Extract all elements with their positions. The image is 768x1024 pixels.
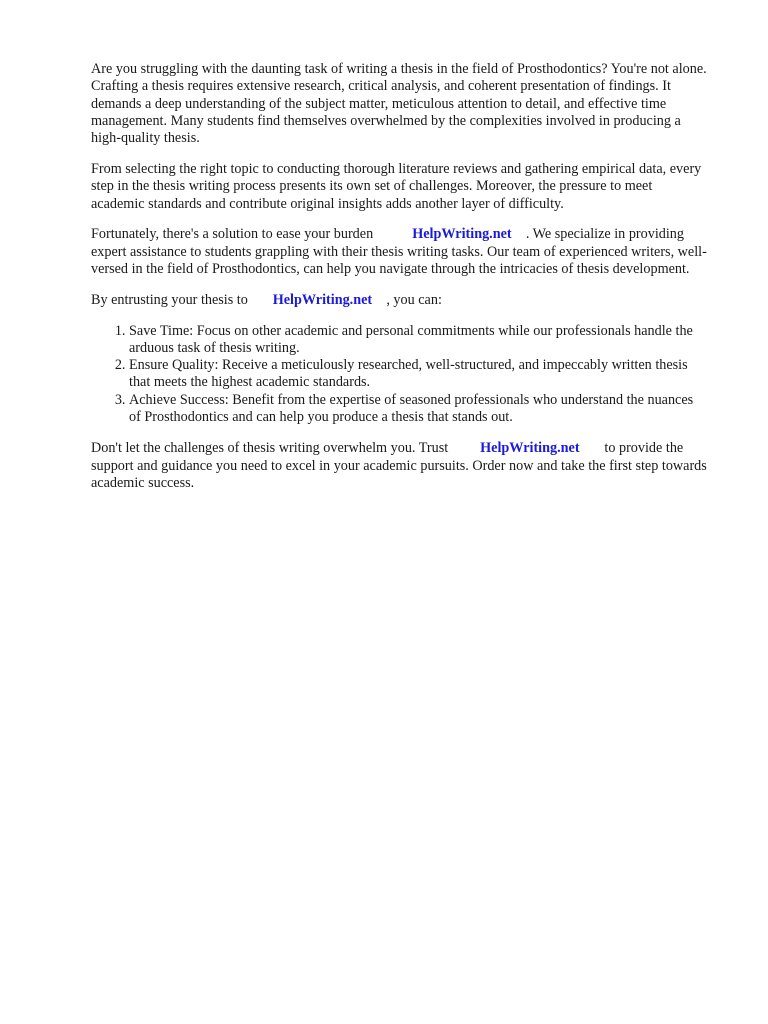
closing-text-before: Don't let the challenges of thesis writing overwhelm you. Trust <box>91 440 449 457</box>
benefits-list <box>91 323 708 427</box>
entrust-paragraph <box>91 292 708 309</box>
list-item: 2. Ensure Quality: Receive a meticulously researched, well-structured, and impeccably written thesis that meets the highest academic standards. <box>129 357 708 392</box>
helpwriting-link-1[interactable]: HelpWriting.net <box>412 226 512 243</box>
list-item: 3. Achieve Success: Benefit from the expertise of seasoned professionals who understand the nuances of Prosthodontics and can help you produce a thesis that stands out. <box>129 392 708 427</box>
solution-text-before: Fortunately, there's a solution to ease your burden <box>91 226 374 243</box>
helpwriting-link-3[interactable]: HelpWriting.net <box>480 440 580 457</box>
closing-text-after: to provide the support and guidance you need to excel in your academic pursuits. Order now and take the first step towards academic success. <box>91 440 707 491</box>
entrust-text-after: , you can: <box>386 291 442 308</box>
intro-paragraph: Are you struggling with the daunting task of writing a thesis in the field of Prosthodontics? You're not alone. Crafting a thesis requires extensive research, critical analysis, and coherent presentation of findings. It demands a deep understanding of the subject matter, meticulous attention to detail, and effective time management. Many students find themselves overwhelmed by the complexities involved in producing a high-quality thesis. <box>91 61 707 147</box>
entrust-text-before: By entrusting your thesis to <box>91 291 248 308</box>
helpwriting-link-2[interactable]: HelpWriting.net <box>272 291 373 308</box>
challenges-paragraph: From selecting the right topic to conducting thorough literature reviews and gathering empirical data, every step in the thesis writing process presents its own set of challenges. Moreover, the pressure to meet academic standards and contribute original insights adds another layer of difficulty. <box>91 160 702 212</box>
solution-paragraph <box>91 226 708 278</box>
solution-text-after: . We specialize in providing expert assistance to students grappling with their thesis writing tasks. Our team of experienced writers, well-versed in the field of Prosthodontics, can help you navigate through the intricacies of thesis development. <box>91 226 707 277</box>
closing-paragraph <box>91 440 708 492</box>
list-item: 1. Save Time: Focus on other academic and personal commitments while our professionals handle the arduous task of thesis writing. <box>129 323 708 358</box>
